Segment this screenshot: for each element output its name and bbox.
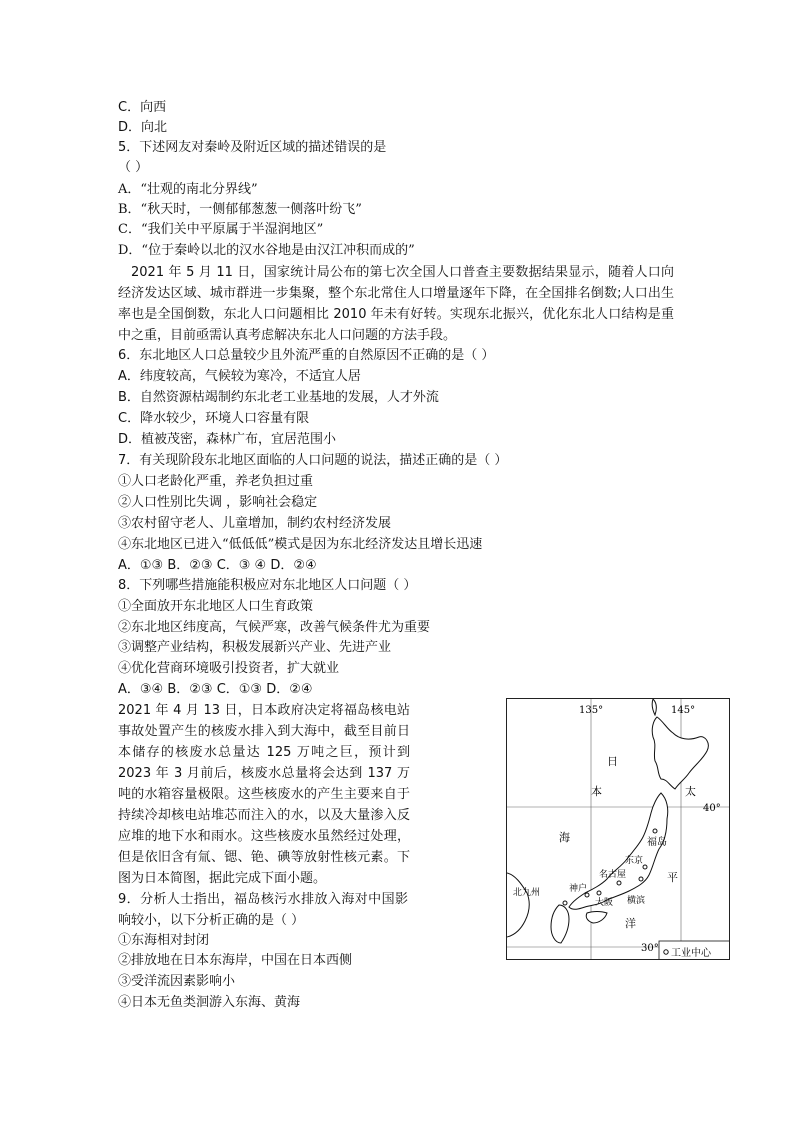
q7-statement-3: ③农村留守老人、儿童增加，制约农村经济发展 — [118, 516, 392, 531]
q5-option-a: A．“壮观的南北分界线” — [118, 182, 258, 197]
q9-statement-2: ②排放地在日本东海岸，中国在日本西侧 — [118, 953, 353, 968]
label-fukushima: 福岛 — [647, 837, 667, 848]
q8-statement-4: ④优化营商环境吸引投资者，扩大就业 — [118, 661, 340, 676]
q5-paren: （ ） — [118, 160, 149, 175]
q6-option-b: B．自然资源枯竭制约东北老工业基地的发展，人才外流 — [118, 390, 439, 405]
label-osaka: 大阪 — [595, 898, 614, 908]
q8-stem: 8．下列哪些措施能积极应对东北地区人口问题（ ） — [118, 578, 417, 593]
kyushu-outline — [551, 905, 569, 943]
label-ocean-1: 太 — [685, 785, 696, 798]
korea-coast — [507, 873, 529, 937]
q7-statement-1: ①人口老龄化严重，养老负担过重 — [118, 474, 314, 489]
q9-statement-4: ④日本无鱼类洄游入东海、黄海 — [118, 995, 301, 1010]
hokkaido-outline — [652, 717, 708, 789]
label-ocean-2: 平 — [667, 871, 678, 884]
q8-statement-3: ③调整产业结构，积极发展新兴产业、先进产业 — [118, 640, 392, 655]
label-nagoya: 名古屋 — [599, 870, 627, 880]
prev-option-d: D．向北 — [118, 120, 168, 135]
q6-option-c: C．降水较少，环境人口容量有限 — [118, 411, 310, 426]
label-tokyo: 东京 — [625, 856, 644, 866]
q9-statement-1: ①东海相对封闭 — [118, 933, 210, 948]
kitakyushu-marker — [563, 901, 567, 905]
q7-answer-options: A．①③ B．②③ C．③ ④ D．②④ — [118, 558, 317, 573]
q8-statement-2: ②东北地区纬度高，气候严寒，改善气候条件尤为重要 — [118, 620, 431, 635]
q6-option-d: D．植被茂密，森林广布，宜居范围小 — [118, 432, 337, 447]
label-135: 135° — [579, 705, 604, 716]
q7-stem: 7．有关现阶段东北地区面临的人口问题的说法，描述正确的是（ ） — [118, 453, 508, 468]
label-ocean-3: 洋 — [625, 917, 636, 930]
label-sea-1: 日 — [607, 755, 618, 768]
label-sea-3: 海 — [559, 831, 570, 844]
japan-map — [506, 698, 730, 960]
q7-statement-4: ④东北地区已进入“低低低”模式是因为东北经济发达且增长迅速 — [118, 537, 483, 552]
q8-statement-1: ①全面放开东北地区人口生育政策 — [118, 599, 314, 614]
sakhalin-outline — [652, 699, 656, 715]
q6-option-a: A．纬度较高，气候较为寒冷，不适宜人居 — [118, 369, 361, 384]
q6-stem: 6．东北地区人口总量较少且外流严重的自然原因不正确的是（ ） — [118, 348, 495, 363]
legend-label: 工业中心 — [671, 948, 711, 959]
label-30: 30° — [641, 943, 659, 954]
q9-statement-3: ③受洋流因素影响小 — [118, 974, 236, 989]
shikoku-outline — [586, 912, 607, 924]
passage-fukushima: 2021 年 4 月 13 日，日本政府决定将福岛核电站事故处置产生的核废水排入到大海中，截至目前日本储存的核废水总量达 125 万吨之巨，预计到 2023 年 3 月前后，核废水总量将会达到 137 万吨的水箱容量极限。这些核废水的产生主要来自于持续冷却核电站堆芯而注入的水，以及大量渗入反应堆的地下水和雨水。这些核废水虽然经过处理，但是依旧含有氚、锶、铯、碘等放射性核元素。下图为日本简图，据此完成下面小题。 — [118, 703, 410, 886]
q8-answer-options: A．③④ B．②③ C．①③ D．②④ — [118, 682, 313, 697]
label-40: 40° — [703, 803, 721, 814]
label-kobe: 神户 — [569, 884, 588, 894]
passage-northeast-population: 2021 年 5 月 11 日，国家统计局公布的第七次全国人口普查主要数据结果显示，随着人口向经济发达区域、城市群进一步集聚，整个东北常住人口增量逐年下降，在全国排名倒数;人口出生率也是全国倒数，东北人口问题相比 2010 年未有好转。实现东北振兴，优化东北人口结构是重中之重，目前亟需认真考虑解决东北人口问题的方法手段。 — [118, 265, 674, 343]
q5-option-b: B．“秋天时，一侧郁郁葱葱一侧落叶纷飞” — [118, 202, 362, 217]
label-yokohama: 横滨 — [627, 896, 646, 906]
q5-option-c: C．“我们关中平原属于半湿润地区” — [118, 222, 324, 237]
q5-option-d: D．“位于秦岭以北的汉水谷地是由汉江冲积而成的” — [118, 243, 415, 258]
q7-statement-2: ②人口性别比失调 ，影响社会稳定 — [118, 495, 318, 510]
label-145: 145° — [671, 705, 696, 716]
prev-option-c: C．向西 — [118, 100, 167, 115]
q9-stem: 9．分析人士指出，福岛核污水排放入海对中国影响较小，以下分析正确的是（ ） — [118, 892, 408, 928]
label-sea-2: 本 — [591, 785, 602, 798]
label-kitakyushu: 北九州 — [513, 888, 541, 898]
q5-stem: 5．下述网友对秦岭及附近区域的描述错误的是 — [118, 140, 387, 155]
